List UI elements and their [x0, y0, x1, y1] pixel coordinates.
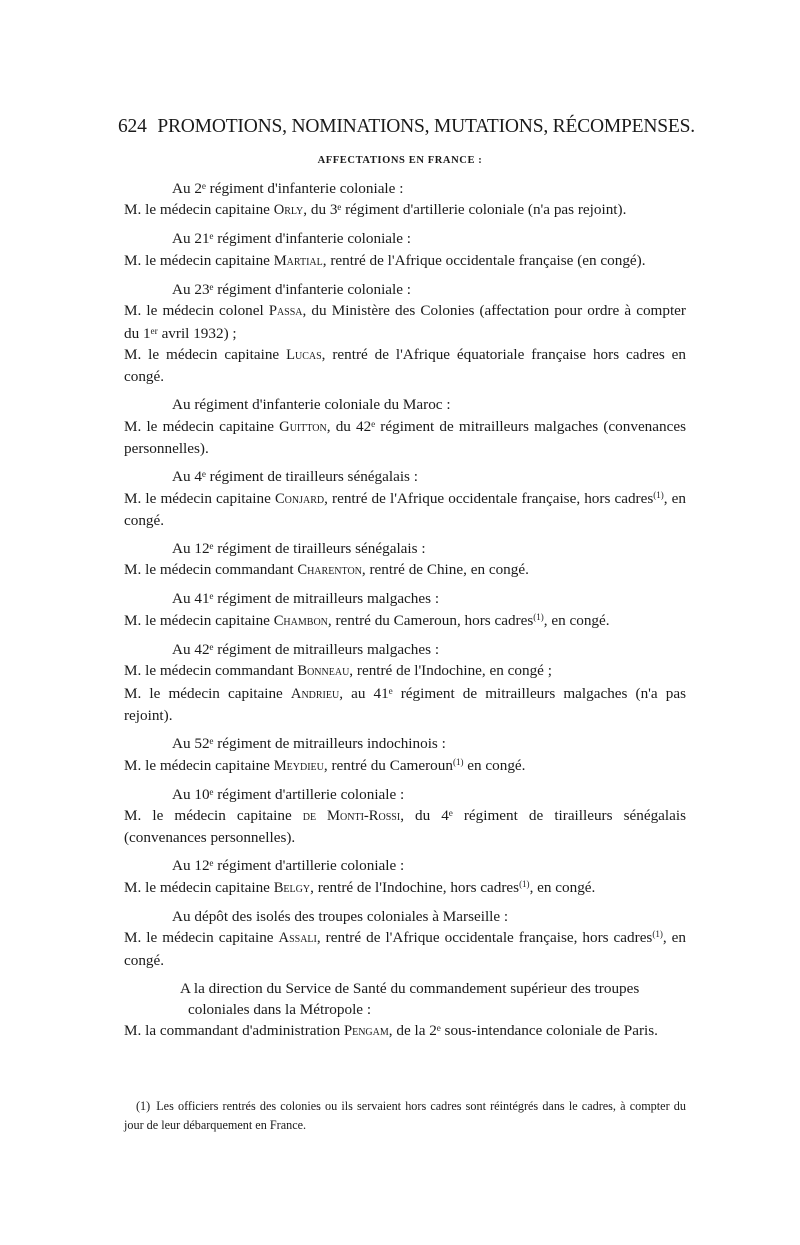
main-content: [124, 178, 686, 1043]
officer-name: Guitton: [279, 418, 327, 435]
entry-details: , rentré de l'Afrique équatoriale française hors cadres en congé.: [124, 346, 686, 386]
footnote: [124, 1097, 686, 1134]
entry-details: , de la 2ᵉ sous-intendance coloniale de Paris.: [388, 1022, 658, 1040]
entry-tail: , en congé.: [124, 929, 686, 969]
group-heading: Au régiment d'infanterie coloniale du Maroc :: [172, 396, 451, 414]
group-heading: Au 4ᵉ régiment de tirailleurs sénégalais :: [172, 468, 418, 486]
officer-name: Assali: [278, 930, 317, 947]
footnote-mark: (1): [136, 1099, 151, 1113]
group-heading: Au 42ᵉ régiment de mitrailleurs malgaches :: [172, 640, 440, 658]
page-header: [118, 116, 695, 138]
entry-rank: M. le médecin commandant: [124, 561, 298, 579]
group-heading: Au 21ᵉ régiment d'infanterie coloniale :: [172, 230, 412, 248]
officer-name: de Monti-Rossi: [302, 807, 401, 824]
entry: [124, 344, 686, 388]
group-heading: Au 10ᵉ régiment d'artillerie coloniale :: [172, 785, 405, 803]
entry-tail: , en congé.: [529, 878, 596, 896]
entry: [124, 300, 686, 344]
entry-rank: M. le médecin capitaine: [124, 611, 274, 629]
group-heading: Au 12ᵉ régiment d'artillerie coloniale :: [172, 857, 405, 875]
group-heading: Au dépôt des isolés des troupes coloniales à Marseille :: [172, 907, 509, 925]
entry-rank: M. la commandant d'administration: [124, 1022, 344, 1040]
entry: [124, 927, 686, 971]
entry-rank: M. le médecin capitaine: [124, 684, 291, 702]
entry-rank: M. le médecin capitaine: [124, 489, 275, 507]
entry-tail: en congé.: [463, 756, 526, 774]
entry-details: , du 3ᵉ régiment d'artillerie coloniale (n'a pas rejoint).: [303, 201, 627, 219]
entry-details: , rentré du Cameroun, hors cadres: [327, 611, 534, 629]
entry-details: , rentré de l'Indochine, hors cadres: [310, 878, 520, 896]
group-heading: A la direction du Service de Santé du commandement supérieur des troupes coloniales dans la Métropole :: [180, 979, 640, 1018]
footnote-ref: (1): [652, 929, 663, 940]
officer-name: Passa: [268, 303, 303, 320]
footnote-ref: (1): [653, 489, 664, 500]
entry-rank: M. le médecin colonel: [124, 302, 269, 320]
officer-name: Andrieu: [290, 685, 340, 702]
entry-rank: M. le médecin capitaine: [124, 346, 287, 364]
entry-rank: M. le médecin capitaine: [124, 251, 274, 269]
entry-details: , du 4ᵉ régiment de tirailleurs sénégalais (convenances personnelles).: [124, 806, 687, 847]
officer-name: Meydieu: [273, 757, 324, 774]
entry-tail: , en congé.: [543, 611, 610, 629]
entry-details: , rentré de l'Afrique occidentale française, hors cadres: [316, 929, 653, 947]
entry-rank: M. le médecin capitaine: [124, 201, 274, 219]
officer-name: Belgy: [273, 879, 311, 896]
running-title: PROMOTIONS, NOMINATIONS, MUTATIONS, RÉCOMPENSES.: [157, 116, 695, 137]
entry-rank: M. le médecin capitaine: [124, 878, 274, 896]
entry: [124, 199, 686, 221]
officer-name: Charenton: [297, 562, 362, 579]
footnote-text: Les officiers rentrés des colonies ou ils servaient hors cadres sont réintégrés dans le cadres, à compter du jour de leur débarquement en France.: [124, 1099, 686, 1132]
entry-details: , du Ministère des Colonies (affectation pour ordre à compter du 1ᵉʳ avril 1932) ;: [124, 302, 686, 342]
group-heading: Au 12ᵉ régiment de tirailleurs sénégalais :: [172, 540, 426, 558]
page-number: 624: [118, 116, 147, 137]
entry-details: , rentré de l'Afrique occidentale française, hors cadres: [324, 489, 654, 507]
entry-details: , rentré de l'Indochine, en congé ;: [349, 662, 552, 680]
officer-name: Chambon: [273, 612, 328, 629]
entry-rank: M. le médecin capitaine: [124, 756, 274, 774]
group-heading: Au 52ᵉ régiment de mitrailleurs indochinois :: [172, 735, 446, 753]
group-heading: Au 23ᵉ régiment d'infanterie coloniale :: [172, 280, 412, 298]
entry-details: , rentré de l'Afrique occidentale française (en congé).: [322, 251, 646, 269]
entry: [124, 755, 686, 777]
officer-name: Pengam: [343, 1023, 389, 1040]
footnote-ref: (1): [533, 611, 544, 622]
officer-name: Orly: [273, 202, 304, 219]
entry: [124, 877, 686, 899]
entry: [124, 559, 686, 581]
entry-rank: M. le médecin commandant: [124, 662, 298, 680]
entry: [124, 1020, 686, 1042]
entry-rank: M. le médecin capitaine: [124, 417, 280, 435]
entry-details: , du 42ᵉ régiment de mitrailleurs malgaches (convenances personnelles).: [124, 417, 687, 458]
entry-rank: M. le médecin capitaine: [124, 929, 279, 947]
entry: [124, 610, 686, 632]
entry-tail: , en congé.: [124, 489, 687, 530]
entry: [124, 805, 686, 849]
group-heading: Au 41ᵉ régiment de mitrailleurs malgaches :: [172, 590, 440, 608]
officer-name: Bonneau: [297, 663, 350, 680]
footnote-ref: (1): [452, 756, 464, 767]
group-heading: Au 2ᵉ régiment d'infanterie coloniale :: [172, 180, 404, 197]
entry-details: , rentré du Cameroun: [323, 756, 453, 774]
officer-name: Martial: [273, 252, 323, 269]
footnote-ref: (1): [519, 878, 530, 889]
entry-rank: M. le médecin capitaine: [124, 806, 303, 824]
entry: [124, 416, 686, 460]
entry: [124, 683, 686, 727]
officer-name: Conjard: [274, 490, 325, 507]
entry-details: , au 41ᵉ régiment de mitrailleurs malgaches (n'a pas rejoint).: [124, 684, 687, 725]
entry-details: , rentré de Chine, en congé.: [361, 561, 529, 579]
entry: [124, 488, 686, 532]
section-title: AFFECTATIONS EN FRANCE :: [317, 155, 483, 166]
officer-name: Lucas: [286, 347, 322, 364]
entry: [124, 660, 686, 682]
entry: [124, 250, 686, 272]
